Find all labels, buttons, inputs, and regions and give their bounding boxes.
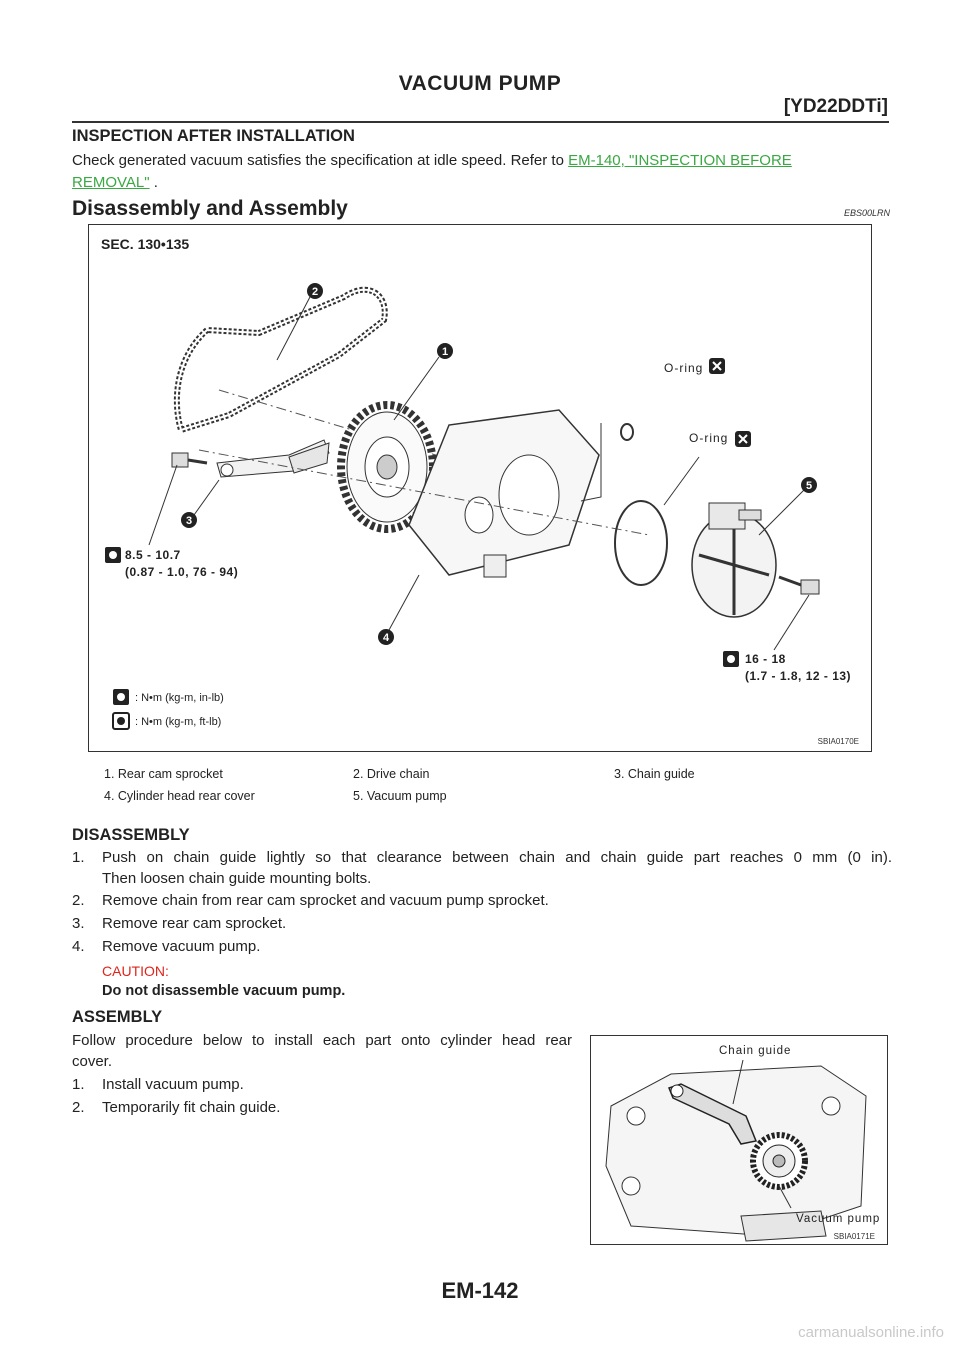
page-number: EM-142 <box>441 1278 519 1303</box>
chain-guide-label: Chain guide <box>719 1045 792 1057</box>
torque-wrench-icon-right <box>723 651 739 667</box>
chain-guide-hole <box>221 464 233 476</box>
page-title: VACUUM PUMP <box>398 72 562 95</box>
svg-text:3: 3 <box>185 515 193 527</box>
disassembly-step-3: Remove rear cam sprocket. <box>102 915 287 932</box>
svg-text:4: 4 <box>382 632 390 644</box>
section-code: EBS00LRN <box>843 208 890 218</box>
vacuum-pump <box>692 503 776 617</box>
disassembly-step-1-line1: Push on chain guide lightly so that clearance between chain and chain guide part reaches 0 mm (0 in). <box>102 849 892 866</box>
pump-bolt <box>801 580 819 594</box>
assembly-step-2-num: 2. <box>72 1099 85 1116</box>
torque-key-icon-ftlb <box>113 713 129 729</box>
exploded-view-figure <box>88 224 872 752</box>
legend-item-1: 1. Rear cam sprocket <box>104 767 223 781</box>
cover-bore <box>499 455 559 535</box>
torque-key-inlb: : N•m (kg-m, in-lb) <box>135 692 224 704</box>
vacuum-pump-label: Vacuum pump <box>796 1213 881 1225</box>
guide-bolt-shank <box>188 460 207 463</box>
guide-bolt-head <box>671 1085 683 1097</box>
torque-left-value: 8.5 - 10.7 <box>125 548 181 562</box>
torque-key-icon-inlb <box>113 689 129 705</box>
inspection-paragraph <box>72 150 892 194</box>
chain-guide-figure <box>590 1035 888 1245</box>
svg-text:5: 5 <box>805 480 813 492</box>
torque-wrench-icon-left <box>105 547 121 563</box>
pump-sprocket <box>753 1135 805 1187</box>
assembly-intro-line2: cover. <box>72 1053 113 1070</box>
caution-label: CAUTION: <box>102 963 169 979</box>
leader-2 <box>277 295 311 360</box>
torque-right-value: 16 - 18 <box>745 652 786 666</box>
callout-4 <box>378 629 394 645</box>
chain-guide-drawing <box>591 1036 887 1244</box>
disassembly-step-1-line2: Then loosen chain guide mounting bolts. <box>102 870 372 887</box>
leader-torque-left <box>149 465 177 545</box>
legend-item-4: 4. Cylinder head rear cover <box>104 789 255 803</box>
inspection-text-end: . <box>149 174 158 191</box>
inspection-heading: INSPECTION AFTER INSTALLATION <box>72 127 355 145</box>
disassembly-step-3-num: 3. <box>72 915 85 932</box>
leader-o-ring-large <box>664 457 699 505</box>
legend-item-3: 3. Chain guide <box>614 767 695 781</box>
disassembly-step-1-num: 1. <box>72 849 85 866</box>
callout-3 <box>181 512 197 528</box>
disassembly-step-4: Remove vacuum pump. <box>102 938 261 955</box>
assembly-intro-line1: Follow procedure below to install each part onto cylinder head rear <box>72 1032 572 1049</box>
callout-1 <box>437 343 453 359</box>
assembly-step-1-num: 1. <box>72 1076 85 1093</box>
figure-code-1: SBIA0170E <box>817 737 859 746</box>
header-rule <box>72 121 889 123</box>
ref-link-em140[interactable]: EM-140, "INSPECTION BEFORE <box>568 152 792 169</box>
model-code: [YD22DDTi] <box>783 96 888 117</box>
large-o-ring <box>615 501 667 585</box>
o-ring-label-2: O-ring <box>689 431 729 445</box>
cover-hole-1 <box>627 1107 645 1125</box>
pump-bolt-shank <box>779 577 801 585</box>
callout-2 <box>307 283 323 299</box>
exploded-view-drawing <box>89 225 871 751</box>
inspection-text: Check generated vacuum satisfies the specification at idle speed. Refer to <box>72 152 569 169</box>
leader-1 <box>394 357 439 420</box>
leader-4 <box>389 575 419 630</box>
leader-torque-right <box>774 595 809 650</box>
torque-key-ftlb: : N•m (kg-m, ft-lb) <box>135 716 222 728</box>
o-ring-label-1: O-ring <box>664 361 704 375</box>
assembly-step-2: Temporarily fit chain guide. <box>102 1099 281 1116</box>
sec-label: SEC. 130•135 <box>101 236 190 252</box>
guide-bolt <box>172 453 188 467</box>
torque-left-units: (0.87 - 1.0, 76 - 94) <box>125 565 239 579</box>
svg-text:2: 2 <box>311 286 319 298</box>
cover-hole-3 <box>822 1097 840 1115</box>
disassembly-heading: DISASSEMBLY <box>72 826 190 844</box>
watermark: carmanualsonline.info <box>798 1324 944 1341</box>
cover-tab <box>484 555 506 577</box>
ref-link-em140-cont[interactable]: REMOVAL" <box>72 174 150 191</box>
assembly-heading: ASSEMBLY <box>72 1008 163 1026</box>
caution-text: Do not disassemble vacuum pump. <box>102 983 346 999</box>
leader-5 <box>759 490 804 535</box>
assembly-step-1: Install vacuum pump. <box>102 1076 244 1093</box>
cover-hole-2 <box>622 1177 640 1195</box>
disassembly-step-2-num: 2. <box>72 892 85 909</box>
svg-text:1: 1 <box>441 346 449 358</box>
disassembly-step-4-num: 4. <box>72 938 85 955</box>
torque-right-units: (1.7 - 1.8, 12 - 13) <box>745 669 852 683</box>
replace-icon-2 <box>735 431 751 447</box>
section-title: Disassembly and Assembly <box>72 197 348 220</box>
callout-5 <box>801 477 817 493</box>
legend-item-2: 2. Drive chain <box>353 767 430 781</box>
small-o-ring <box>621 424 633 440</box>
disassembly-step-2: Remove chain from rear cam sprocket and vacuum pump sprocket. <box>102 892 549 909</box>
replace-icon-1 <box>709 358 725 374</box>
figure-code-2: SBIA0171E <box>833 1232 875 1241</box>
leader-3 <box>194 480 219 515</box>
legend-item-5: 5. Vacuum pump <box>353 789 447 803</box>
